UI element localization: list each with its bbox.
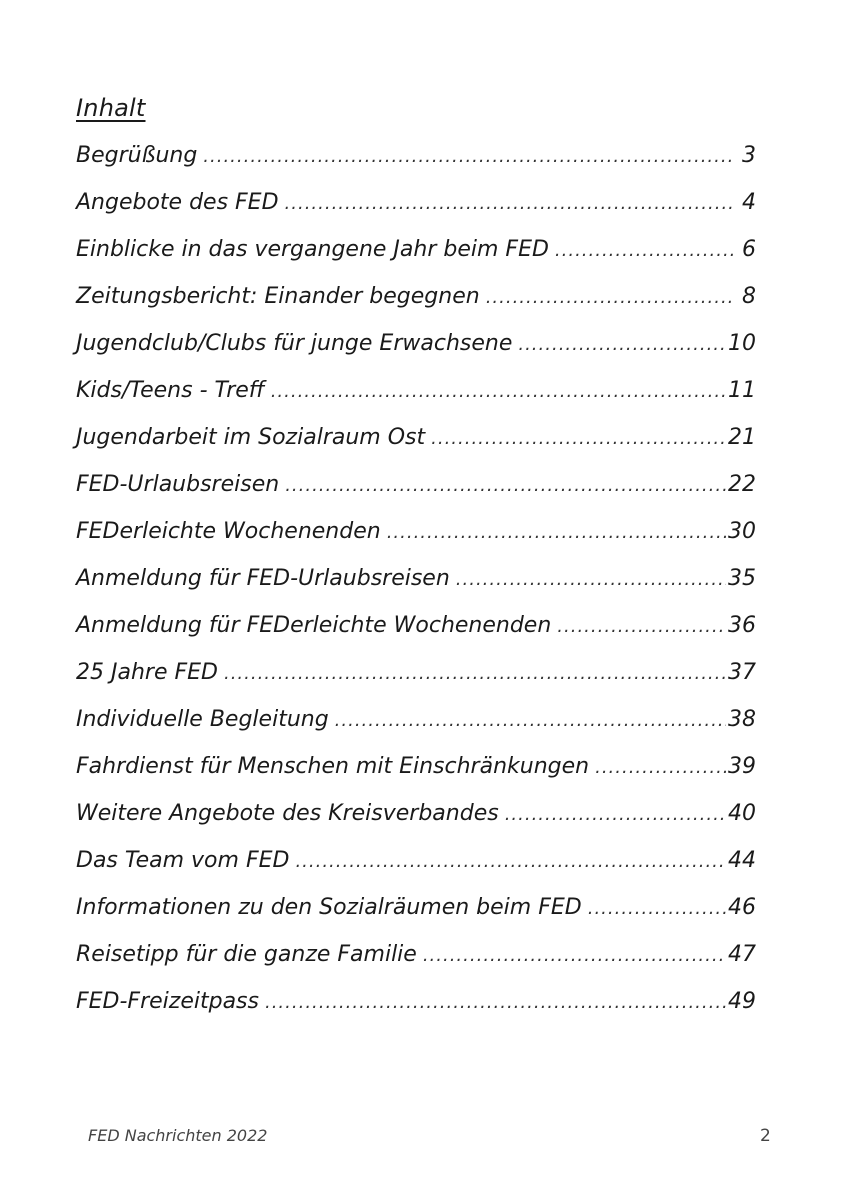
toc-entry <box>76 942 756 989</box>
toc-entry-page: 11 <box>728 378 756 403</box>
toc-entry-title: Weitere Angebote des Kreisverbandes <box>76 801 499 826</box>
toc-leader-dots <box>203 146 734 167</box>
toc-entry-page: 30 <box>728 519 756 544</box>
toc-entry <box>76 613 756 660</box>
toc-entry-page: 36 <box>728 613 756 638</box>
toc-entry <box>76 331 756 378</box>
toc-leader-dots <box>588 898 726 919</box>
toc-leader-dots <box>557 616 726 637</box>
toc-entry-title: Individuelle Begleitung <box>76 707 329 732</box>
toc-entry <box>76 660 756 707</box>
toc-leader-dots <box>285 475 726 496</box>
toc-entry-page: 22 <box>728 472 756 497</box>
toc-entry <box>76 801 756 848</box>
toc-entry-title: Fahrdienst für Menschen mit Einschränkungen <box>76 754 590 779</box>
toc-leader-dots <box>555 240 734 261</box>
toc-entry-title: FEDerleichte Wochenenden <box>76 519 381 544</box>
toc-entry-page: 37 <box>728 660 756 685</box>
toc-leader-dots <box>224 663 726 684</box>
toc-leader-dots <box>295 851 726 872</box>
toc-leader-dots <box>387 522 726 543</box>
toc-entry-title: Reisetipp für die ganze Familie <box>76 942 417 967</box>
toc-entry-page: 44 <box>728 848 756 873</box>
footer-page-number: 2 <box>760 1126 771 1146</box>
toc-entry-title: Kids/Teens - Treff <box>76 378 265 403</box>
toc-entry <box>76 472 756 519</box>
toc-entry-title: Jugendclub/Clubs für junge Erwachsene <box>76 331 513 356</box>
toc-leader-dots <box>423 945 726 966</box>
toc-entry-title: Begrüßung <box>76 143 198 168</box>
toc-leader-dots <box>271 381 726 402</box>
toc-entry <box>76 566 756 613</box>
toc-entry-title: Informationen zu den Sozialräumen beim FED <box>76 895 582 920</box>
toc-entry-title: FED-Urlaubsreisen <box>76 472 280 497</box>
toc-entry <box>76 237 756 284</box>
toc-entry <box>76 754 756 801</box>
toc-entry-page: 47 <box>728 942 756 967</box>
toc-leader-dots <box>265 992 726 1013</box>
toc-entry <box>76 989 756 1036</box>
toc-entry-title: Das Team vom FED <box>76 848 290 873</box>
toc-entry <box>76 284 756 331</box>
toc-entry-page: 46 <box>728 895 756 920</box>
toc-leader-dots <box>456 569 726 590</box>
toc-entry <box>76 190 756 237</box>
toc-entry-page: 8 <box>742 284 756 309</box>
footer-publication-name: FED Nachrichten 2022 <box>88 1126 268 1145</box>
toc-entry-page: 39 <box>728 754 756 779</box>
toc-entry-title: 25 Jahre FED <box>76 660 218 685</box>
toc-entry-title: Angebote des FED <box>76 190 279 215</box>
table-of-contents <box>76 143 756 1036</box>
toc-leader-dots <box>431 428 726 449</box>
toc-entry-page: 21 <box>728 425 756 450</box>
toc-entry-title: FED-Freizeitpass <box>76 989 259 1014</box>
toc-entry <box>76 143 756 190</box>
toc-entry-title: Jugendarbeit im Sozialraum Ost <box>76 425 426 450</box>
toc-entry-page: 38 <box>728 707 756 732</box>
toc-entry-title: Einblicke in das vergangene Jahr beim FED <box>76 237 549 262</box>
toc-entry <box>76 707 756 754</box>
toc-entry-page: 4 <box>742 190 756 215</box>
toc-entry-page: 10 <box>728 331 756 356</box>
toc-entry-page: 3 <box>742 143 756 168</box>
toc-entry-title: Anmeldung für FEDerleichte Wochenenden <box>76 613 552 638</box>
toc-entry-page: 49 <box>728 989 756 1014</box>
toc-entry-page: 40 <box>728 801 756 826</box>
toc-leader-dots <box>505 804 726 825</box>
toc-entry <box>76 378 756 425</box>
toc-entry <box>76 425 756 472</box>
toc-entry <box>76 519 756 566</box>
toc-entry-page: 6 <box>742 237 756 262</box>
toc-leader-dots <box>486 287 734 308</box>
toc-entry-title: Zeitungsbericht: Einander begegnen <box>76 284 480 309</box>
toc-leader-dots <box>518 334 726 355</box>
toc-leader-dots <box>595 757 726 778</box>
toc-entry <box>76 848 756 895</box>
toc-leader-dots <box>335 710 726 731</box>
toc-entry-title: Anmeldung für FED-Urlaubsreisen <box>76 566 450 591</box>
toc-entry-page: 35 <box>728 566 756 591</box>
toc-heading: Inhalt <box>76 94 146 122</box>
toc-leader-dots <box>285 193 734 214</box>
toc-entry <box>76 895 756 942</box>
